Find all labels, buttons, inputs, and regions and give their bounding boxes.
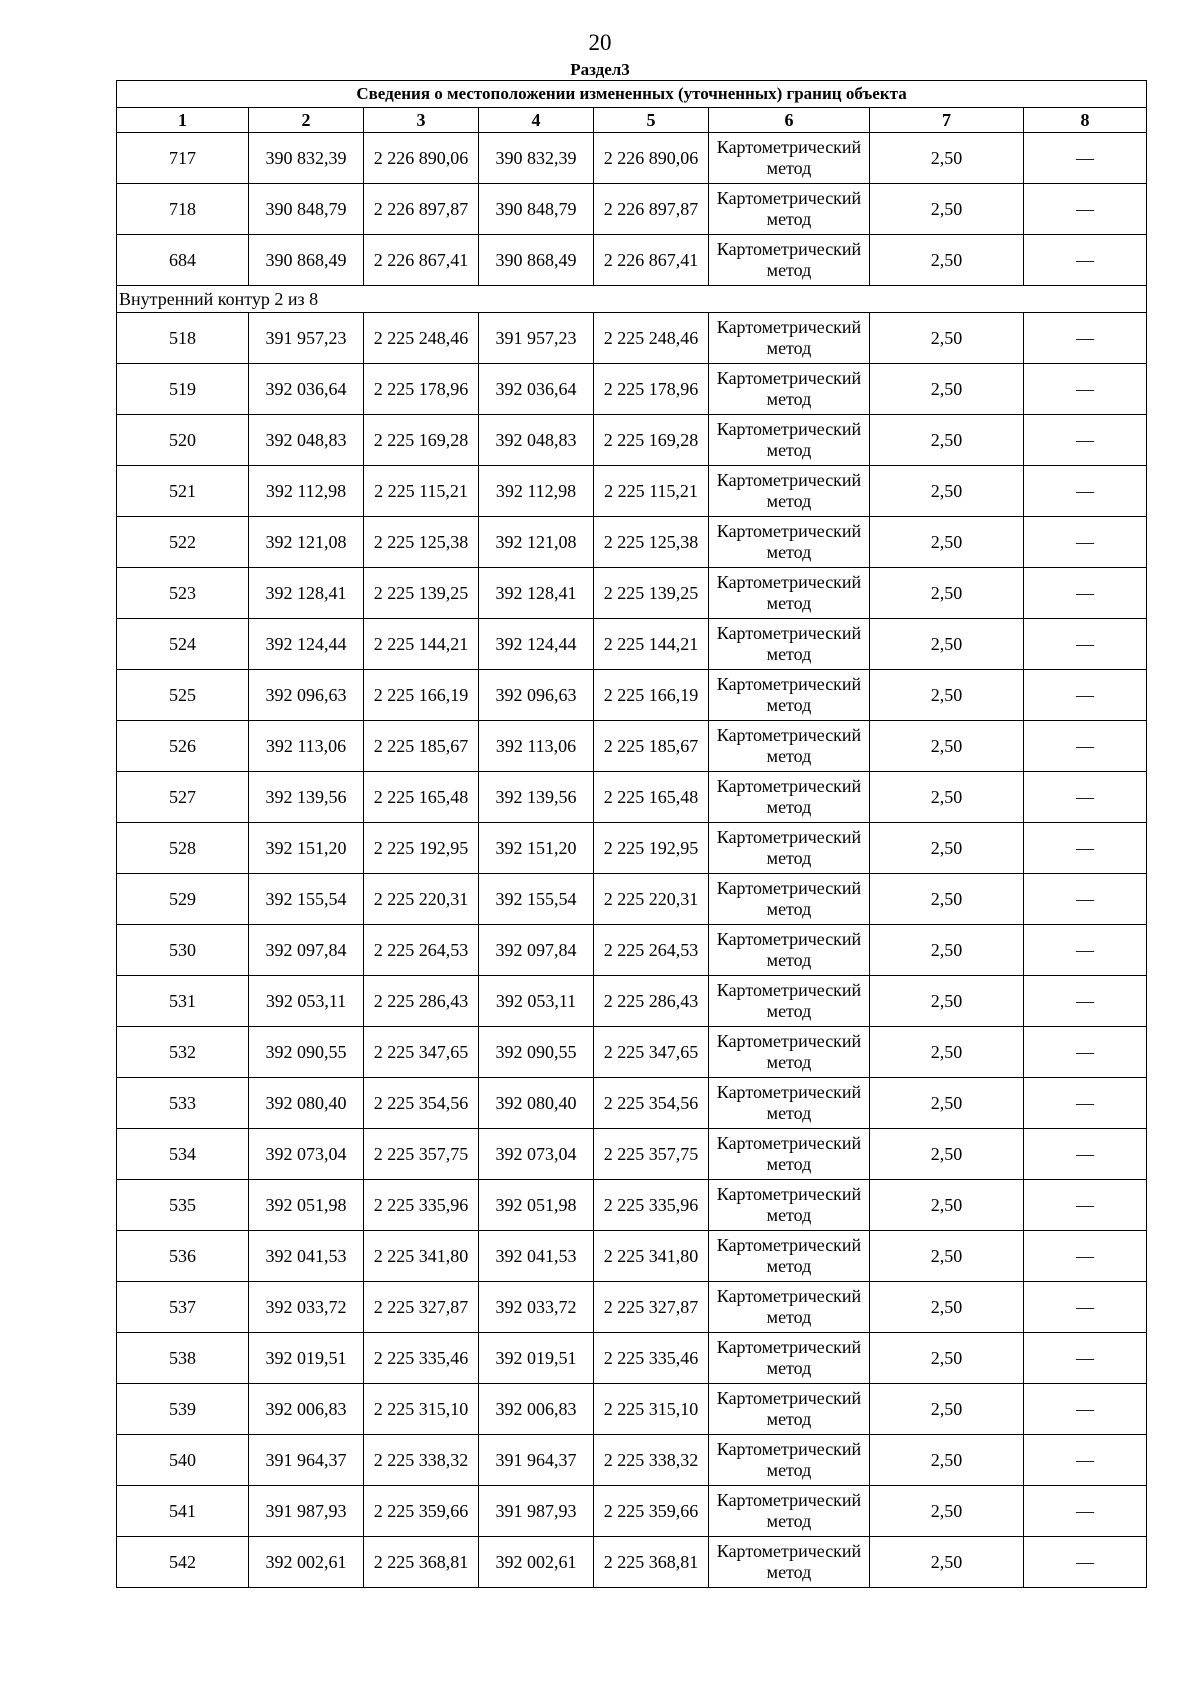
method-cell: Картометрический метод [709,670,870,721]
description-cell: — [1024,619,1147,670]
existing-x-cell: 392 053,11 [249,976,364,1027]
refined-x-cell: 392 121,08 [479,517,594,568]
method-cell: Картометрический метод [709,466,870,517]
accuracy-cell: 2,50 [870,1282,1024,1333]
description-cell: — [1024,568,1147,619]
existing-y-cell: 2 225 359,66 [364,1486,479,1537]
table-body [117,133,1147,1588]
method-cell: Картометрический метод [709,184,870,235]
point-number-cell: 718 [117,184,249,235]
description-cell: — [1024,1435,1147,1486]
table-row [117,1537,1147,1588]
refined-y-cell: 2 225 286,43 [594,976,709,1027]
method-cell: Картометрический метод [709,1333,870,1384]
refined-x-cell: 392 113,06 [479,721,594,772]
existing-y-cell: 2 225 354,56 [364,1078,479,1129]
existing-x-cell: 392 097,84 [249,925,364,976]
point-number-cell: 525 [117,670,249,721]
description-cell: — [1024,976,1147,1027]
table-row [117,364,1147,415]
refined-y-cell: 2 225 335,46 [594,1333,709,1384]
accuracy-cell: 2,50 [870,925,1024,976]
method-cell: Картометрический метод [709,1384,870,1435]
method-cell: Картометрический метод [709,1282,870,1333]
accuracy-cell: 2,50 [870,1537,1024,1588]
table-row [117,1333,1147,1384]
existing-x-cell: 392 019,51 [249,1333,364,1384]
point-number-cell: 541 [117,1486,249,1537]
point-number-cell: 527 [117,772,249,823]
table-row [117,721,1147,772]
existing-x-cell: 392 033,72 [249,1282,364,1333]
refined-y-cell: 2 226 867,41 [594,235,709,286]
refined-y-cell: 2 226 897,87 [594,184,709,235]
contour-label-row [117,286,1147,313]
table-row [117,184,1147,235]
point-number-cell: 533 [117,1078,249,1129]
refined-y-cell: 2 225 115,21 [594,466,709,517]
refined-y-cell: 2 225 169,28 [594,415,709,466]
refined-x-cell: 392 033,72 [479,1282,594,1333]
description-cell: — [1024,415,1147,466]
refined-x-cell: 392 002,61 [479,1537,594,1588]
description-cell: — [1024,313,1147,364]
existing-x-cell: 392 155,54 [249,874,364,925]
table-row [117,925,1147,976]
existing-y-cell: 2 225 192,95 [364,823,479,874]
point-number-cell: 717 [117,133,249,184]
refined-x-cell: 392 096,63 [479,670,594,721]
table-row [117,823,1147,874]
refined-x-cell: 392 112,98 [479,466,594,517]
existing-y-cell: 2 225 327,87 [364,1282,479,1333]
description-cell: — [1024,1180,1147,1231]
method-cell: Картометрический метод [709,1537,870,1588]
method-cell: Картометрический метод [709,1027,870,1078]
existing-y-cell: 2 225 178,96 [364,364,479,415]
existing-y-cell: 2 225 166,19 [364,670,479,721]
refined-x-cell: 392 151,20 [479,823,594,874]
column-header: 7 [870,108,1024,133]
table-row [117,235,1147,286]
point-number-cell: 530 [117,925,249,976]
accuracy-cell: 2,50 [870,313,1024,364]
accuracy-cell: 2,50 [870,619,1024,670]
existing-x-cell: 392 073,04 [249,1129,364,1180]
refined-y-cell: 2 225 327,87 [594,1282,709,1333]
refined-y-cell: 2 225 185,67 [594,721,709,772]
point-number-cell: 529 [117,874,249,925]
description-cell: — [1024,1384,1147,1435]
refined-x-cell: 391 987,93 [479,1486,594,1537]
refined-y-cell: 2 225 335,96 [594,1180,709,1231]
refined-y-cell: 2 226 890,06 [594,133,709,184]
column-header: 4 [479,108,594,133]
refined-x-cell: 390 832,39 [479,133,594,184]
refined-y-cell: 2 225 347,65 [594,1027,709,1078]
existing-y-cell: 2 225 220,31 [364,874,479,925]
refined-y-cell: 2 225 192,95 [594,823,709,874]
existing-y-cell: 2 225 338,32 [364,1435,479,1486]
accuracy-cell: 2,50 [870,976,1024,1027]
refined-x-cell: 392 080,40 [479,1078,594,1129]
existing-x-cell: 391 964,37 [249,1435,364,1486]
refined-x-cell: 392 155,54 [479,874,594,925]
description-cell: — [1024,772,1147,823]
existing-x-cell: 392 151,20 [249,823,364,874]
accuracy-cell: 2,50 [870,772,1024,823]
table-header-row [117,108,1147,133]
refined-x-cell: 392 048,83 [479,415,594,466]
refined-y-cell: 2 225 165,48 [594,772,709,823]
refined-y-cell: 2 225 178,96 [594,364,709,415]
refined-y-cell: 2 225 354,56 [594,1078,709,1129]
refined-y-cell: 2 225 139,25 [594,568,709,619]
table-row [117,670,1147,721]
existing-y-cell: 2 225 165,48 [364,772,479,823]
existing-x-cell: 391 987,93 [249,1486,364,1537]
existing-y-cell: 2 225 169,28 [364,415,479,466]
description-cell: — [1024,1333,1147,1384]
existing-x-cell: 392 096,63 [249,670,364,721]
refined-x-cell: 392 097,84 [479,925,594,976]
section-title: Раздел3 [570,60,630,79]
existing-y-cell: 2 225 125,38 [364,517,479,568]
point-number-cell: 528 [117,823,249,874]
description-cell: — [1024,874,1147,925]
table-row [117,415,1147,466]
accuracy-cell: 2,50 [870,133,1024,184]
point-number-cell: 524 [117,619,249,670]
accuracy-cell: 2,50 [870,1486,1024,1537]
existing-x-cell: 392 048,83 [249,415,364,466]
description-cell: — [1024,925,1147,976]
description-cell: — [1024,1282,1147,1333]
method-cell: Картометрический метод [709,133,870,184]
accuracy-cell: 2,50 [870,1231,1024,1282]
page-number: 20 [588,30,612,55]
table-row [117,1282,1147,1333]
accuracy-cell: 2,50 [870,721,1024,772]
refined-y-cell: 2 225 368,81 [594,1537,709,1588]
point-number-cell: 531 [117,976,249,1027]
table-row [117,1486,1147,1537]
refined-y-cell: 2 225 220,31 [594,874,709,925]
existing-y-cell: 2 225 139,25 [364,568,479,619]
table-row [117,772,1147,823]
boundary-coordinates-table [116,80,1147,1588]
refined-y-cell: 2 225 248,46 [594,313,709,364]
existing-y-cell: 2 225 248,46 [364,313,479,364]
refined-x-cell: 392 036,64 [479,364,594,415]
accuracy-cell: 2,50 [870,415,1024,466]
method-cell: Картометрический метод [709,721,870,772]
refined-x-cell: 390 868,49 [479,235,594,286]
description-cell: — [1024,364,1147,415]
description-cell: — [1024,466,1147,517]
point-number-cell: 521 [117,466,249,517]
existing-y-cell: 2 226 890,06 [364,133,479,184]
refined-y-cell: 2 225 264,53 [594,925,709,976]
column-header: 6 [709,108,870,133]
description-cell: — [1024,823,1147,874]
table-row [117,133,1147,184]
column-header: 2 [249,108,364,133]
existing-x-cell: 392 036,64 [249,364,364,415]
existing-y-cell: 2 225 368,81 [364,1537,479,1588]
method-cell: Картометрический метод [709,1078,870,1129]
table-row [117,313,1147,364]
description-cell: — [1024,1129,1147,1180]
description-cell: — [1024,1231,1147,1282]
table-caption-row [117,81,1147,108]
refined-y-cell: 2 225 359,66 [594,1486,709,1537]
accuracy-cell: 2,50 [870,1027,1024,1078]
table-row [117,1027,1147,1078]
table-row [117,619,1147,670]
method-cell: Картометрический метод [709,823,870,874]
refined-y-cell: 2 225 144,21 [594,619,709,670]
refined-x-cell: 392 019,51 [479,1333,594,1384]
accuracy-cell: 2,50 [870,1129,1024,1180]
point-number-cell: 520 [117,415,249,466]
accuracy-cell: 2,50 [870,670,1024,721]
existing-x-cell: 392 006,83 [249,1384,364,1435]
method-cell: Картометрический метод [709,364,870,415]
point-number-cell: 684 [117,235,249,286]
description-cell: — [1024,184,1147,235]
point-number-cell: 534 [117,1129,249,1180]
accuracy-cell: 2,50 [870,466,1024,517]
existing-y-cell: 2 225 341,80 [364,1231,479,1282]
method-cell: Картометрический метод [709,415,870,466]
table-row [117,1384,1147,1435]
point-number-cell: 542 [117,1537,249,1588]
accuracy-cell: 2,50 [870,184,1024,235]
refined-x-cell: 392 051,98 [479,1180,594,1231]
refined-x-cell: 392 124,44 [479,619,594,670]
refined-x-cell: 392 090,55 [479,1027,594,1078]
description-cell: — [1024,1078,1147,1129]
existing-x-cell: 392 041,53 [249,1231,364,1282]
method-cell: Картометрический метод [709,517,870,568]
refined-x-cell: 392 073,04 [479,1129,594,1180]
refined-y-cell: 2 225 315,10 [594,1384,709,1435]
column-header: 1 [117,108,249,133]
method-cell: Картометрический метод [709,772,870,823]
existing-y-cell: 2 225 357,75 [364,1129,479,1180]
description-cell: — [1024,1486,1147,1537]
existing-x-cell: 390 848,79 [249,184,364,235]
method-cell: Картометрический метод [709,976,870,1027]
existing-y-cell: 2 225 335,96 [364,1180,479,1231]
accuracy-cell: 2,50 [870,364,1024,415]
refined-x-cell: 392 041,53 [479,1231,594,1282]
refined-y-cell: 2 225 166,19 [594,670,709,721]
existing-x-cell: 392 128,41 [249,568,364,619]
method-cell: Картометрический метод [709,568,870,619]
point-number-cell: 536 [117,1231,249,1282]
table-row [117,1078,1147,1129]
method-cell: Картометрический метод [709,619,870,670]
method-cell: Картометрический метод [709,1180,870,1231]
method-cell: Картометрический метод [709,874,870,925]
accuracy-cell: 2,50 [870,1333,1024,1384]
existing-y-cell: 2 226 867,41 [364,235,479,286]
point-number-cell: 540 [117,1435,249,1486]
accuracy-cell: 2,50 [870,1180,1024,1231]
accuracy-cell: 2,50 [870,823,1024,874]
point-number-cell: 539 [117,1384,249,1435]
existing-x-cell: 392 121,08 [249,517,364,568]
existing-x-cell: 390 868,49 [249,235,364,286]
method-cell: Картометрический метод [709,1231,870,1282]
description-cell: — [1024,1027,1147,1078]
point-number-cell: 526 [117,721,249,772]
accuracy-cell: 2,50 [870,1078,1024,1129]
refined-x-cell: 392 006,83 [479,1384,594,1435]
existing-x-cell: 392 124,44 [249,619,364,670]
existing-x-cell: 392 090,55 [249,1027,364,1078]
accuracy-cell: 2,50 [870,517,1024,568]
method-cell: Картометрический метод [709,925,870,976]
existing-x-cell: 392 112,98 [249,466,364,517]
point-number-cell: 522 [117,517,249,568]
existing-y-cell: 2 225 286,43 [364,976,479,1027]
existing-y-cell: 2 225 347,65 [364,1027,479,1078]
table-row [117,1180,1147,1231]
existing-x-cell: 392 139,56 [249,772,364,823]
table-caption: Сведения о местоположении измененных (уточненных) границ объекта [117,81,1147,108]
description-cell: — [1024,133,1147,184]
accuracy-cell: 2,50 [870,235,1024,286]
point-number-cell: 538 [117,1333,249,1384]
accuracy-cell: 2,50 [870,1435,1024,1486]
method-cell: Картометрический метод [709,1129,870,1180]
existing-y-cell: 2 226 897,87 [364,184,479,235]
point-number-cell: 523 [117,568,249,619]
method-cell: Картометрический метод [709,235,870,286]
refined-y-cell: 2 225 338,32 [594,1435,709,1486]
refined-x-cell: 391 957,23 [479,313,594,364]
existing-y-cell: 2 225 144,21 [364,619,479,670]
existing-x-cell: 391 957,23 [249,313,364,364]
refined-x-cell: 392 128,41 [479,568,594,619]
refined-x-cell: 390 848,79 [479,184,594,235]
refined-y-cell: 2 225 341,80 [594,1231,709,1282]
accuracy-cell: 2,50 [870,568,1024,619]
point-number-cell: 519 [117,364,249,415]
table-row [117,874,1147,925]
table-row [117,1129,1147,1180]
column-header: 3 [364,108,479,133]
accuracy-cell: 2,50 [870,874,1024,925]
existing-x-cell: 392 080,40 [249,1078,364,1129]
existing-x-cell: 390 832,39 [249,133,364,184]
existing-y-cell: 2 225 185,67 [364,721,479,772]
point-number-cell: 535 [117,1180,249,1231]
point-number-cell: 532 [117,1027,249,1078]
accuracy-cell: 2,50 [870,1384,1024,1435]
existing-x-cell: 392 113,06 [249,721,364,772]
refined-y-cell: 2 225 357,75 [594,1129,709,1180]
existing-x-cell: 392 051,98 [249,1180,364,1231]
contour-label: Внутренний контур 2 из 8 [117,286,1147,313]
table-row [117,976,1147,1027]
table-row [117,1435,1147,1486]
description-cell: — [1024,235,1147,286]
description-cell: — [1024,670,1147,721]
description-cell: — [1024,721,1147,772]
refined-x-cell: 392 053,11 [479,976,594,1027]
refined-y-cell: 2 225 125,38 [594,517,709,568]
existing-x-cell: 392 002,61 [249,1537,364,1588]
point-number-cell: 518 [117,313,249,364]
table-row [117,466,1147,517]
method-cell: Картометрический метод [709,1486,870,1537]
table-row [117,568,1147,619]
column-header: 5 [594,108,709,133]
table-row [117,1231,1147,1282]
existing-y-cell: 2 225 335,46 [364,1333,479,1384]
method-cell: Картометрический метод [709,1435,870,1486]
table-row [117,517,1147,568]
existing-y-cell: 2 225 115,21 [364,466,479,517]
refined-x-cell: 391 964,37 [479,1435,594,1486]
description-cell: — [1024,1537,1147,1588]
description-cell: — [1024,517,1147,568]
column-header: 8 [1024,108,1147,133]
refined-x-cell: 392 139,56 [479,772,594,823]
existing-y-cell: 2 225 315,10 [364,1384,479,1435]
existing-y-cell: 2 225 264,53 [364,925,479,976]
point-number-cell: 537 [117,1282,249,1333]
method-cell: Картометрический метод [709,313,870,364]
